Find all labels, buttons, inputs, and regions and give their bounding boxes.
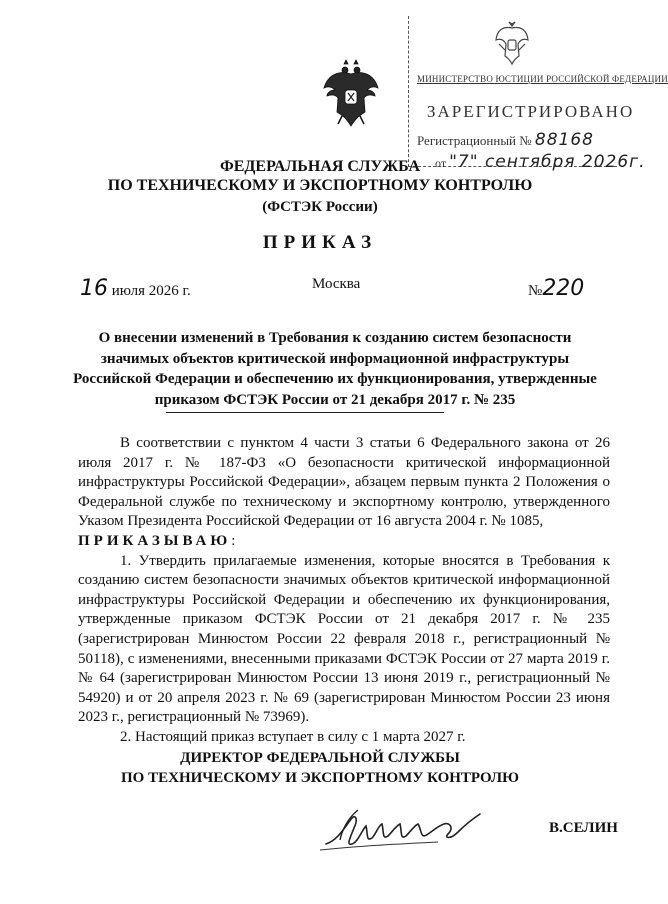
stamp-registration-line xyxy=(417,130,594,150)
orders-colon: : xyxy=(231,532,236,549)
stamp-date-handwritten: "7" сентября 2026г. xyxy=(449,152,646,172)
orders-word: ПРИКАЗЫВАЮ xyxy=(78,532,232,549)
order-number xyxy=(528,276,584,301)
subject-divider xyxy=(166,412,444,413)
document-type-title: ПРИКАЗ xyxy=(262,232,378,253)
handwritten-signature-icon xyxy=(318,800,488,860)
order-date xyxy=(80,276,191,301)
stamp-registered: ЗАРЕГИСТРИРОВАНО xyxy=(427,102,635,121)
orders-line xyxy=(78,532,610,552)
stamp-eagle-emblem-icon xyxy=(493,20,531,68)
order-number-prefix: № xyxy=(528,283,543,299)
signatory-title-line2: ПО ТЕХНИЧЕСКОМУ И ЭКСПОРТНОМУ КОНТРОЛЮ xyxy=(121,770,519,786)
item-2-paragraph: 2. Настоящий приказ вступает в силу с 1 марта 2027 г. xyxy=(120,728,466,745)
stamp-ministry: МИНИСТЕРСТВО ЮСТИЦИИ РОССИЙСКОЙ ФЕДЕРАЦИИ xyxy=(417,74,668,84)
org-name-line2: ПО ТЕХНИЧЕСКОМУ И ЭКСПОРТНОМУ КОНТРОЛЮ xyxy=(107,177,533,194)
order-month-year: июля 2026 г. xyxy=(111,283,191,299)
order-day-handwritten: 16 xyxy=(80,276,108,301)
preamble-text: В соответствии с пунктом 4 части 3 статьи 6 Федерального закона от 26 июля 2017 г. № 187-ФЗ «О безопасности критической информационной инфраструктуры Российской Федерации», абзацем первым пункта 2 Положения о Федеральной службе по техническому и экспортному контролю, утвержденного Указом Президента Российской Федерации от 16 августа 2004 г. № 1085, xyxy=(78,435,610,530)
stamp-reg-label: Регистрационный № xyxy=(417,133,532,148)
order-number-handwritten: 220 xyxy=(542,276,585,301)
stamp-reg-number: 88168 xyxy=(534,130,595,150)
order-city: Москва xyxy=(312,276,361,292)
org-name-line1: ФЕДЕРАЛЬНАЯ СЛУЖБА xyxy=(220,158,420,175)
stamp-date-prefix: от xyxy=(435,156,447,170)
signatory-name: В.СЕЛИН xyxy=(549,820,618,836)
order-subject: О внесении изменений в Требования к созданию систем безопасности значимых объектов критической информационной инфраструктуры Российской Федерации и обеспечению их функционирования, утвержденные приказом ФСТЭК России от 21 декабря 2017 г. № 235 xyxy=(73,330,597,408)
org-abbreviation: (ФСТЭК России) xyxy=(262,199,378,215)
preamble-paragraph xyxy=(78,434,610,532)
item-1-paragraph: 1. Утвердить прилагаемые изменения, которые вносятся в Требования к созданию систем безопасности значимых объектов критической информационной инфраструктуры Российской Федерации и обеспечению их функционирования, утвержденные приказом ФСТЭК России от 21 декабря 2017 г. № 235 (зарегистрирован Минюстом России 22 февраля 2018 г., регистрационный № 50118), с изменениями, внесенными приказами ФСТЭК России от 27 марта 2019 г. № 64 (зарегистрирован Минюстом России 13 июня 2019 г., регистрационный № 54920) и от 20 апреля 2023 г. № 69 (зарегистрирован Минюстом России 23 июня 2023 г., регистрационный № 73969). xyxy=(78,552,610,726)
order-body xyxy=(78,434,610,748)
coat-of-arms-icon xyxy=(322,60,380,130)
registration-stamp xyxy=(408,16,668,172)
signatory-title-line1: ДИРЕКТОР ФЕДЕРАЛЬНОЙ СЛУЖБЫ xyxy=(180,750,460,766)
